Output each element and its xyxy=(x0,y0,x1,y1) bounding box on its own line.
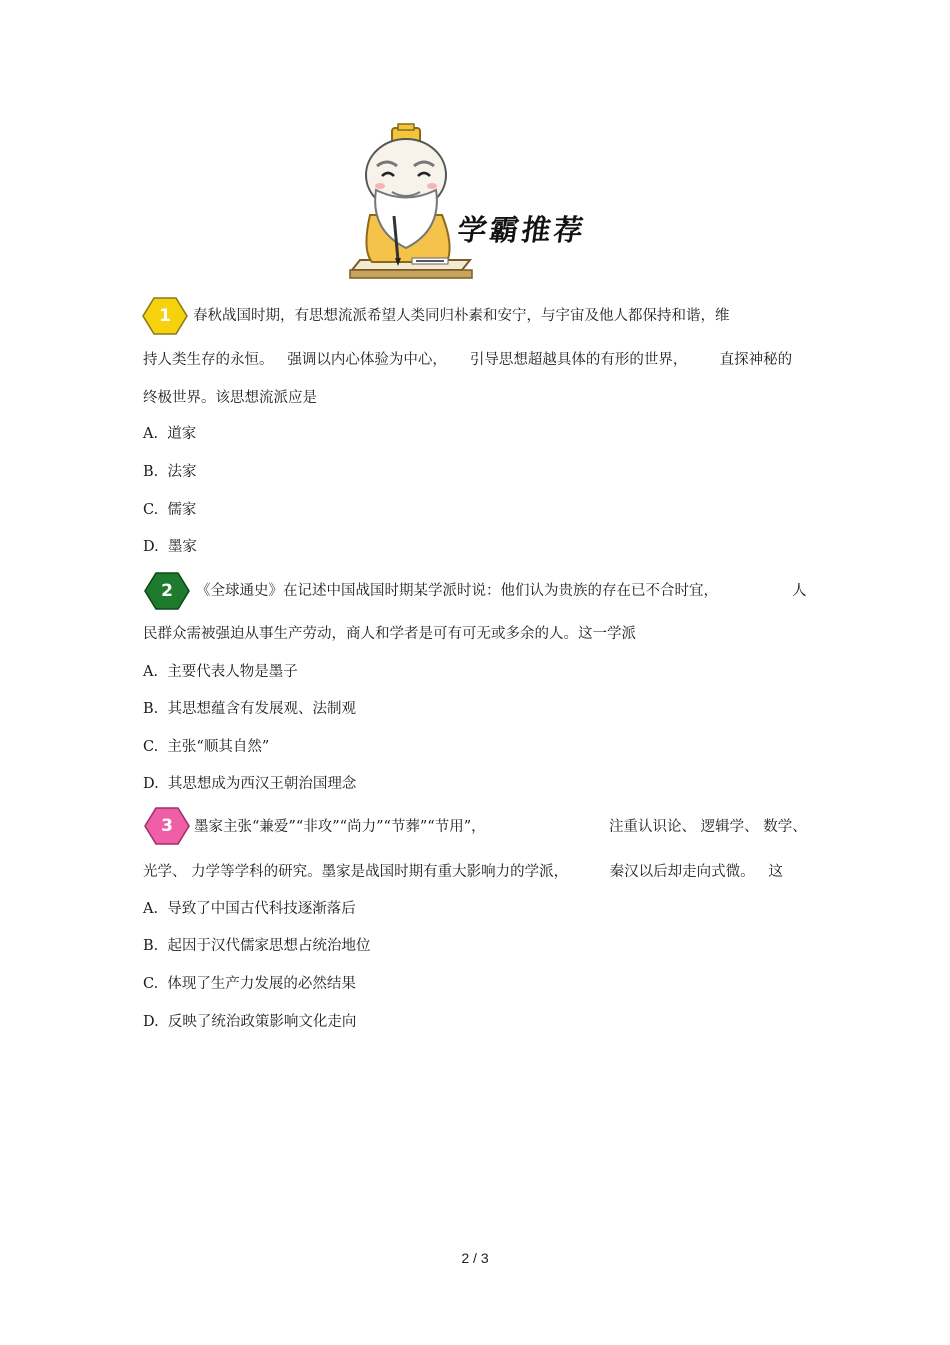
question-text-line: 持人类生存的永恒。 强调以内心体验为中心， 引导思想超越具体的有形的世界， 直探神秘的 xyxy=(143,352,793,368)
option-d: D. 反映了统治政策影响文化走向 xyxy=(143,1014,357,1030)
option-b: B. 起因于汉代儒家思想占统治地位 xyxy=(143,938,371,954)
option-a: A. 主要代表人物是墨子 xyxy=(143,664,298,680)
question-number: 3 xyxy=(161,816,173,836)
sage-mascot-icon xyxy=(342,120,607,285)
question-text-line-tail: 人 xyxy=(792,583,807,599)
question-number-badge xyxy=(144,806,190,846)
question-text-line: 民群众需被强迫从事生产劳动，商人和学者是可有可无或多余的人。这一学派 xyxy=(143,626,636,642)
logo-title: 学霸推荐 xyxy=(455,213,589,247)
option-a: A. 导致了中国古代科技逐渐落后 xyxy=(143,901,356,917)
option-d: D. 其思想成为西汉王朝治国理念 xyxy=(143,776,357,792)
option-b: B. 法家 xyxy=(143,464,197,480)
question-text-line: 光学、 力学等学科的研究。墨家是战国时期有重大影响力的学派， 秦汉以后却走向式微。 这 xyxy=(143,864,783,880)
question-text-line: 墨家主张“兼爱”“非攻”“尚力”“节葬”“节用”， xyxy=(194,819,486,835)
question-text-line-tail: 注重认识论、 逻辑学、 数学、 xyxy=(609,819,807,835)
question-number: 1 xyxy=(159,306,171,326)
question-number-badge xyxy=(142,296,188,336)
option-b: B. 其思想蕴含有发展观、法制观 xyxy=(143,701,356,717)
option-a: A. 道家 xyxy=(143,426,197,442)
question-text-line: 春秋战国时期，有思想流派希望人类同归朴素和安宁，与宇宙及他人都保持和谐，维 xyxy=(193,308,730,324)
question-text-line: 《全球通史》在记述中国战国时期某学派时说：他们认为贵族的存在已不合时宜， xyxy=(196,583,718,599)
question-text-line: 终极世界。该思想流派应是 xyxy=(143,390,317,406)
option-c: C. 体现了生产力发展的必然结果 xyxy=(143,976,356,992)
sage-mascot-logo xyxy=(342,120,607,285)
option-d: D. 墨家 xyxy=(143,539,197,555)
page-number: 2 / 3 xyxy=(461,1250,489,1266)
question-number: 2 xyxy=(161,581,173,601)
option-c: C. 主张“顺其自然” xyxy=(143,739,270,755)
option-c: C. 儒家 xyxy=(143,502,197,518)
question-number-badge xyxy=(144,571,190,611)
